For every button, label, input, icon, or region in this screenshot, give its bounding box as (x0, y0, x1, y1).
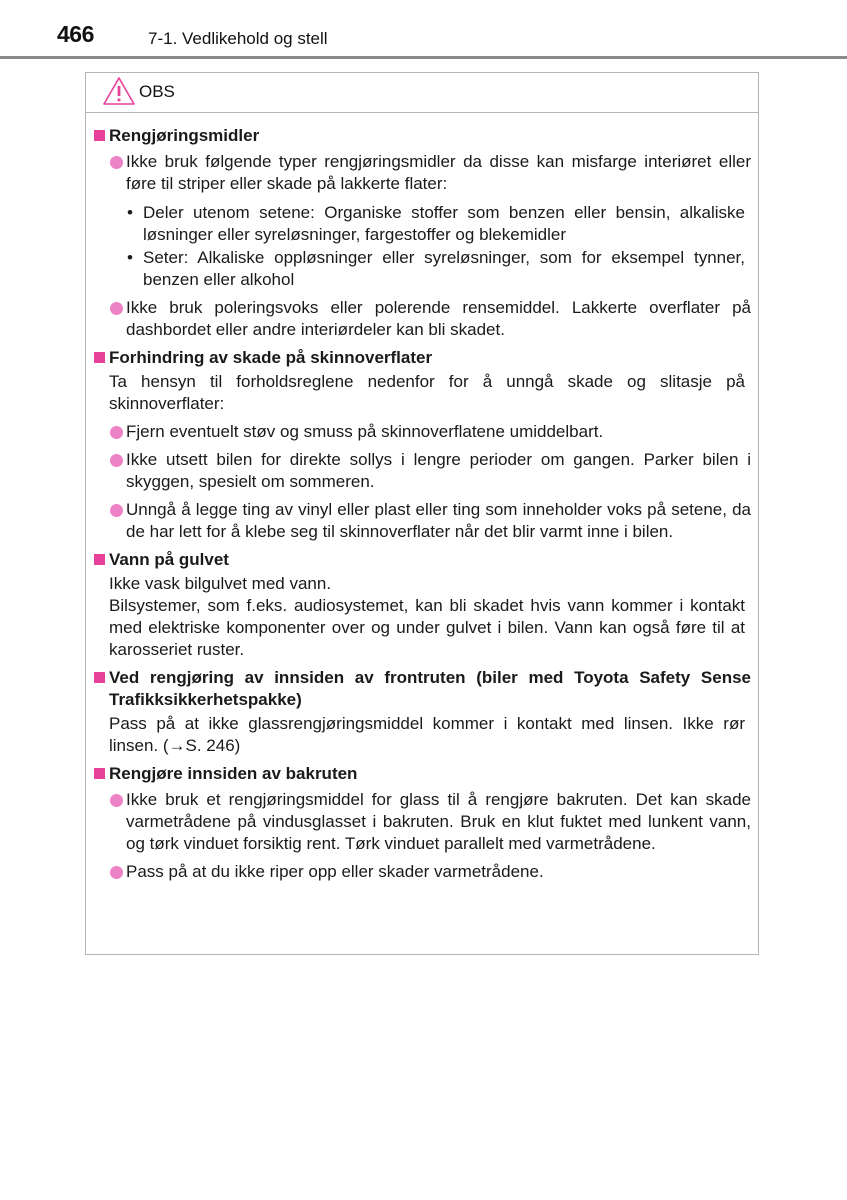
section-heading (86, 549, 758, 571)
sub-list-item-text: Seter: Alkaliske oppløsninger eller syreløsninger, som for eksempel tynner, benzen eller alkohol (143, 248, 745, 289)
list-item (86, 789, 758, 855)
dot-bullet-icon: • (127, 203, 133, 222)
caution-box (85, 72, 759, 955)
section-heading (86, 125, 758, 147)
header-divider (0, 56, 847, 59)
caution-header (86, 73, 758, 113)
page-header (0, 0, 847, 60)
section-title-text: Forhindring av skade på skinnoverflater (109, 348, 433, 367)
sub-list-item-text: Deler utenom setene: Organiske stoffer som benzen eller bensin, alkaliske løsninger eller syreløsninger, fargestoffer og blekemidler (143, 203, 745, 244)
list-item (86, 297, 758, 341)
square-bullet-icon (94, 130, 105, 141)
circle-bullet-icon (110, 454, 123, 467)
list-item-text: Pass på at du ikke riper opp eller skader varmetrådene. (126, 862, 544, 881)
list-item (86, 499, 758, 543)
section-title-text: Ved rengjøring av innsiden av frontruten (biler med Toyota Safety Sense Trafikksikkerhetspakke) (109, 668, 751, 709)
section-text: Ikke vask bilgulvet med vann. (109, 574, 332, 593)
dot-bullet-icon: • (127, 248, 133, 267)
list-item (86, 449, 758, 493)
list-item (86, 861, 758, 883)
section-heading (86, 667, 758, 711)
list-item-text: Ikke bruk poleringsvoks eller polerende rensemiddel. Lakkerte overflater på dashbordet eller andre interiørdeler kan bli skadet. (126, 298, 751, 339)
section-title-text: Rengjøringsmidler (109, 126, 260, 145)
circle-bullet-icon (110, 426, 123, 439)
circle-bullet-icon (110, 504, 123, 517)
square-bullet-icon (94, 768, 105, 779)
square-bullet-icon (94, 672, 105, 683)
section-intro: Ta hensyn til forholdsreglene nedenfor for å unngå skade og slitasje på skinnoverflater: (109, 372, 745, 413)
circle-bullet-icon (110, 302, 123, 315)
section-text: Bilsystemer, som f.eks. audiosystemet, kan bli skadet hvis vann kommer i kontakt med elektriske komponenter over og under gulvet i bilen. Vann kan også føre til at karosseriet ruster. (109, 596, 745, 659)
list-item (86, 421, 758, 443)
circle-bullet-icon (110, 866, 123, 879)
section-heading (86, 763, 758, 785)
list-item-text: Ikke utsett bilen for direkte sollys i lengre perioder om gangen. Parker bilen i skyggen, spesielt om sommeren. (126, 450, 751, 491)
list-item (86, 151, 758, 195)
section-title-text: Rengjøre innsiden av bakruten (109, 764, 358, 783)
square-bullet-icon (94, 554, 105, 565)
list-item-text: Fjern eventuelt støv og smuss på skinnoverflatene umiddelbart. (126, 422, 604, 441)
circle-bullet-icon (110, 156, 123, 169)
circle-bullet-icon (110, 794, 123, 807)
caution-content (86, 125, 758, 883)
sub-list (86, 202, 758, 291)
sub-list-item (86, 202, 758, 246)
warning-triangle-icon (102, 76, 136, 106)
square-bullet-icon (94, 352, 105, 363)
chapter-title: 7-1. Vedlikehold og stell (148, 29, 328, 48)
list-item-text: Ikke bruk følgende typer rengjøringsmidler da disse kan misfarge interiøret eller føre til striper eller skade på lakkerte flater: (126, 152, 751, 193)
caution-label: OBS (139, 82, 175, 101)
section-text: Pass på at ikke glassrengjøringsmiddel kommer i kontakt med linsen. Ikke rør linsen. (→S. 246) (109, 714, 745, 755)
section-heading (86, 347, 758, 369)
page-number: 466 (57, 21, 94, 47)
list-item-text: Ikke bruk et rengjøringsmiddel for glass til å rengjøre bakruten. Det kan skade varmetrådene på vindusglasset i bakruten. Bruk en klut fuktet med lunkent vann, og tørk vinduet forsiktig rent. Tørk vinduet parallelt med varmetrådene. (126, 790, 751, 853)
section-title-text: Vann på gulvet (109, 550, 229, 569)
sub-list-item (86, 247, 758, 291)
list-item-text: Unngå å legge ting av vinyl eller plast eller ting som inneholder voks på setene, da de har lett for å klebe seg til skinnoverflater når det blir varmt inne i bilen. (126, 500, 751, 541)
